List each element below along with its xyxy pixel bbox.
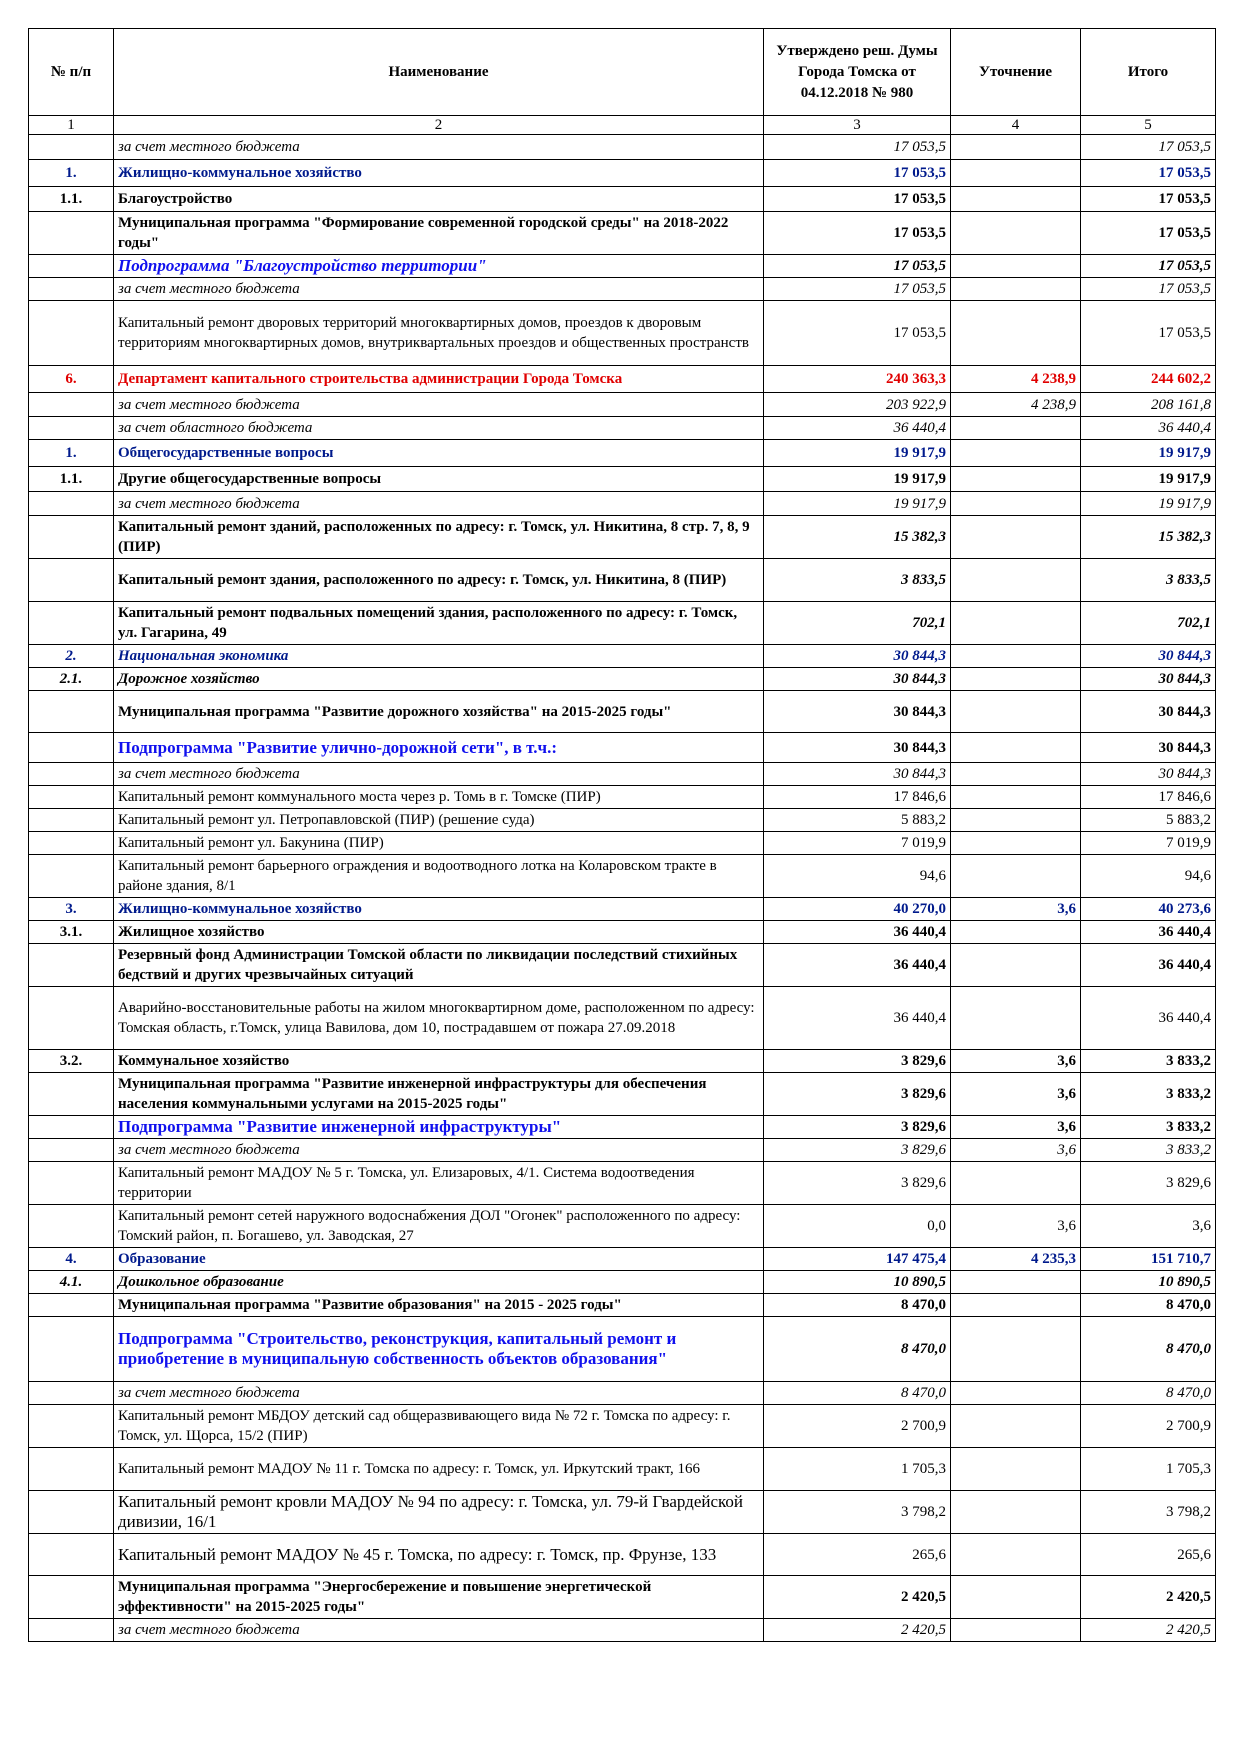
row-number: 6.	[29, 366, 114, 393]
table-row	[29, 832, 1216, 855]
row-total-value: 3 833,2	[1081, 1050, 1216, 1073]
document-page	[28, 28, 1215, 1642]
table-row	[29, 516, 1216, 559]
row-change-value: 4 238,9	[951, 366, 1081, 393]
column-number: 5	[1081, 116, 1216, 135]
row-number	[29, 1405, 114, 1448]
row-name: Муниципальная программа "Развитие образования" на 2015 - 2025 годы"	[114, 1294, 764, 1317]
row-total-value: 36 440,4	[1081, 417, 1216, 440]
table-row	[29, 559, 1216, 602]
row-name: Муниципальная программа "Энергосбережение и повышение энергетической эффективности" на 2015-2025 годы"	[114, 1576, 764, 1619]
row-change-value	[951, 255, 1081, 278]
row-change-value	[951, 492, 1081, 516]
row-approved-value: 3 798,2	[764, 1491, 951, 1534]
row-approved-value: 36 440,4	[764, 417, 951, 440]
row-change-value	[951, 187, 1081, 212]
row-change-value	[951, 1271, 1081, 1294]
row-total-value: 17 053,5	[1081, 301, 1216, 366]
table-row	[29, 160, 1216, 187]
row-change-value	[951, 832, 1081, 855]
row-total-value: 19 917,9	[1081, 492, 1216, 516]
row-change-value	[951, 1405, 1081, 1448]
row-total-value: 5 883,2	[1081, 809, 1216, 832]
row-change-value	[951, 691, 1081, 733]
row-change-value: 3,6	[951, 1139, 1081, 1162]
row-total-value: 3 833,2	[1081, 1139, 1216, 1162]
row-approved-value: 19 917,9	[764, 492, 951, 516]
row-number	[29, 691, 114, 733]
row-name: Капитальный ремонт барьерного ограждения и водоотводного лотка на Коларовском тракте в районе здания, 8/1	[114, 855, 764, 898]
row-name: Муниципальная программа "Развитие дорожного хозяйства" на 2015-2025 годы"	[114, 691, 764, 733]
row-name: Капитальный ремонт сетей наружного водоснабжения ДОЛ "Огонек" расположенного по адресу: Томский район, п. Богашево, ул. Заводская, 27	[114, 1205, 764, 1248]
table-body	[29, 135, 1216, 1642]
table-row	[29, 602, 1216, 645]
table-row	[29, 1534, 1216, 1576]
row-name: Капитальный ремонт МАДОУ № 45 г. Томска, по адресу: г. Томск, пр. Фрунзе, 133	[114, 1534, 764, 1576]
row-name: за счет областного бюджета	[114, 417, 764, 440]
row-approved-value: 3 829,6	[764, 1139, 951, 1162]
row-approved-value: 3 829,6	[764, 1050, 951, 1073]
table-row	[29, 1271, 1216, 1294]
row-name: за счет местного бюджета	[114, 1619, 764, 1642]
column-number: 3	[764, 116, 951, 135]
row-total-value: 30 844,3	[1081, 733, 1216, 763]
table-row	[29, 1162, 1216, 1205]
row-number	[29, 135, 114, 160]
row-approved-value: 3 833,5	[764, 559, 951, 602]
row-number: 4.	[29, 1248, 114, 1271]
row-total-value: 8 470,0	[1081, 1317, 1216, 1382]
row-total-value: 30 844,3	[1081, 645, 1216, 668]
row-change-value: 4 238,9	[951, 393, 1081, 417]
header-total: Итого	[1081, 29, 1216, 116]
row-name: Подпрограмма "Благоустройство территории"	[114, 255, 764, 278]
row-number	[29, 1116, 114, 1139]
row-name: Национальная экономика	[114, 645, 764, 668]
row-total-value: 40 273,6	[1081, 898, 1216, 921]
row-name: Подпрограмма "Развитие улично-дорожной сети", в т.ч.:	[114, 733, 764, 763]
table-row	[29, 1382, 1216, 1405]
row-number: 4.1.	[29, 1271, 114, 1294]
row-number	[29, 1619, 114, 1642]
row-change-value: 3,6	[951, 898, 1081, 921]
row-approved-value: 17 846,6	[764, 786, 951, 809]
row-total-value: 17 846,6	[1081, 786, 1216, 809]
row-approved-value: 36 440,4	[764, 944, 951, 987]
row-approved-value: 3 829,6	[764, 1162, 951, 1205]
row-approved-value: 8 470,0	[764, 1382, 951, 1405]
row-total-value: 19 917,9	[1081, 467, 1216, 492]
row-change-value	[951, 1491, 1081, 1534]
table-row	[29, 1405, 1216, 1448]
row-total-value: 702,1	[1081, 602, 1216, 645]
row-number	[29, 492, 114, 516]
row-approved-value: 240 363,3	[764, 366, 951, 393]
table-row	[29, 1116, 1216, 1139]
row-approved-value: 17 053,5	[764, 135, 951, 160]
row-total-value: 36 440,4	[1081, 921, 1216, 944]
row-approved-value: 30 844,3	[764, 691, 951, 733]
row-number	[29, 1448, 114, 1491]
budget-table	[28, 28, 1216, 1642]
row-change-value	[951, 417, 1081, 440]
row-approved-value: 2 420,5	[764, 1619, 951, 1642]
row-approved-value: 30 844,3	[764, 668, 951, 691]
row-total-value: 2 420,5	[1081, 1576, 1216, 1619]
row-total-value: 208 161,8	[1081, 393, 1216, 417]
table-row	[29, 1448, 1216, 1491]
row-total-value: 3 833,2	[1081, 1073, 1216, 1116]
row-approved-value: 30 844,3	[764, 733, 951, 763]
row-approved-value: 17 053,5	[764, 160, 951, 187]
row-approved-value: 203 922,9	[764, 393, 951, 417]
row-approved-value: 17 053,5	[764, 301, 951, 366]
column-number: 2	[114, 116, 764, 135]
row-change-value	[951, 1576, 1081, 1619]
row-number	[29, 1534, 114, 1576]
row-name: Другие общегосударственные вопросы	[114, 467, 764, 492]
row-change-value: 3,6	[951, 1116, 1081, 1139]
row-total-value: 2 700,9	[1081, 1405, 1216, 1448]
row-total-value: 8 470,0	[1081, 1294, 1216, 1317]
row-approved-value: 17 053,5	[764, 255, 951, 278]
row-approved-value: 7 019,9	[764, 832, 951, 855]
row-number	[29, 944, 114, 987]
row-number: 1.	[29, 440, 114, 467]
row-number	[29, 1576, 114, 1619]
header-name: Наименование	[114, 29, 764, 116]
row-number: 1.1.	[29, 467, 114, 492]
row-total-value: 3 829,6	[1081, 1162, 1216, 1205]
table-row	[29, 763, 1216, 786]
column-number-row	[29, 116, 1216, 135]
table-row	[29, 944, 1216, 987]
row-name: за счет местного бюджета	[114, 1139, 764, 1162]
row-total-value: 17 053,5	[1081, 160, 1216, 187]
row-name: Капитальный ремонт зданий, расположенных по адресу: г. Томск, ул. Никитина, 8 стр. 7, 8, 9 (ПИР)	[114, 516, 764, 559]
row-number	[29, 763, 114, 786]
row-total-value: 36 440,4	[1081, 987, 1216, 1050]
row-name: Подпрограмма "Развитие инженерной инфраструктуры"	[114, 1116, 764, 1139]
row-number	[29, 417, 114, 440]
row-total-value: 265,6	[1081, 1534, 1216, 1576]
row-name: за счет местного бюджета	[114, 763, 764, 786]
row-number	[29, 809, 114, 832]
row-number	[29, 1205, 114, 1248]
table-row	[29, 1073, 1216, 1116]
row-change-value	[951, 645, 1081, 668]
row-number: 3.1.	[29, 921, 114, 944]
column-number: 4	[951, 116, 1081, 135]
table-row	[29, 733, 1216, 763]
table-row	[29, 212, 1216, 255]
row-name: Дорожное хозяйство	[114, 668, 764, 691]
table-row	[29, 1491, 1216, 1534]
row-approved-value: 8 470,0	[764, 1317, 951, 1382]
row-number	[29, 1139, 114, 1162]
row-total-value: 17 053,5	[1081, 255, 1216, 278]
row-total-value: 17 053,5	[1081, 212, 1216, 255]
row-total-value: 3 798,2	[1081, 1491, 1216, 1534]
row-approved-value: 36 440,4	[764, 921, 951, 944]
row-change-value	[951, 1317, 1081, 1382]
row-total-value: 19 917,9	[1081, 440, 1216, 467]
row-total-value: 30 844,3	[1081, 763, 1216, 786]
row-total-value: 2 420,5	[1081, 1619, 1216, 1642]
row-approved-value: 2 700,9	[764, 1405, 951, 1448]
row-approved-value: 265,6	[764, 1534, 951, 1576]
row-number	[29, 393, 114, 417]
row-change-value: 3,6	[951, 1050, 1081, 1073]
row-approved-value: 8 470,0	[764, 1294, 951, 1317]
header-change: Уточнение	[951, 29, 1081, 116]
table-row	[29, 1619, 1216, 1642]
row-number: 3.2.	[29, 1050, 114, 1073]
table-row	[29, 786, 1216, 809]
row-name: за счет местного бюджета	[114, 278, 764, 301]
row-change-value: 3,6	[951, 1205, 1081, 1248]
table-row	[29, 855, 1216, 898]
row-number	[29, 1491, 114, 1534]
row-name: Жилищно-коммунальное хозяйство	[114, 160, 764, 187]
row-approved-value: 30 844,3	[764, 645, 951, 668]
table-row	[29, 440, 1216, 467]
row-number	[29, 602, 114, 645]
row-change-value	[951, 135, 1081, 160]
row-number: 2.	[29, 645, 114, 668]
row-number: 2.1.	[29, 668, 114, 691]
table-row	[29, 691, 1216, 733]
row-change-value	[951, 301, 1081, 366]
row-number	[29, 855, 114, 898]
row-change-value	[951, 809, 1081, 832]
row-change-value	[951, 855, 1081, 898]
row-change-value	[951, 1162, 1081, 1205]
row-total-value: 10 890,5	[1081, 1271, 1216, 1294]
row-approved-value: 5 883,2	[764, 809, 951, 832]
table-row	[29, 1576, 1216, 1619]
row-name: Департамент капитального строительства администрации Города Томска	[114, 366, 764, 393]
row-total-value: 30 844,3	[1081, 668, 1216, 691]
row-name: за счет местного бюджета	[114, 393, 764, 417]
table-row	[29, 366, 1216, 393]
row-number	[29, 786, 114, 809]
row-name: Капитальный ремонт здания, расположенного по адресу: г. Томск, ул. Никитина, 8 (ПИР)	[114, 559, 764, 602]
row-name: Муниципальная программа "Формирование современной городской среды" на 2018-2022 годы"	[114, 212, 764, 255]
row-change-value	[951, 160, 1081, 187]
row-change-value: 3,6	[951, 1073, 1081, 1116]
row-approved-value: 36 440,4	[764, 987, 951, 1050]
row-change-value	[951, 733, 1081, 763]
table-row	[29, 1248, 1216, 1271]
row-number: 1.1.	[29, 187, 114, 212]
row-number	[29, 1317, 114, 1382]
row-total-value: 3 833,5	[1081, 559, 1216, 602]
row-name: Капитальный ремонт коммунального моста через р. Томь в г. Томске (ПИР)	[114, 786, 764, 809]
row-number	[29, 255, 114, 278]
row-approved-value: 15 382,3	[764, 516, 951, 559]
row-name: Капитальный ремонт МБДОУ детский сад общеразвивающего вида № 72 г. Томска по адресу: г. Томск, ул. Щорса, 15/2 (ПИР)	[114, 1405, 764, 1448]
table-row	[29, 187, 1216, 212]
row-number	[29, 832, 114, 855]
row-name: Подпрограмма "Строительство, реконструкция, капитальный ремонт и приобретение в муниципальную собственность объектов образования"	[114, 1317, 764, 1382]
row-name: Капитальный ремонт ул. Бакунина (ПИР)	[114, 832, 764, 855]
row-change-value	[951, 763, 1081, 786]
row-approved-value: 40 270,0	[764, 898, 951, 921]
row-change-value	[951, 1448, 1081, 1491]
row-change-value	[951, 467, 1081, 492]
column-number: 1	[29, 116, 114, 135]
row-number	[29, 1294, 114, 1317]
row-total-value: 17 053,5	[1081, 135, 1216, 160]
row-approved-value: 147 475,4	[764, 1248, 951, 1271]
row-total-value: 94,6	[1081, 855, 1216, 898]
header-no: № п/п	[29, 29, 114, 116]
row-change-value	[951, 944, 1081, 987]
row-change-value	[951, 516, 1081, 559]
row-total-value: 15 382,3	[1081, 516, 1216, 559]
row-name: Жилищное хозяйство	[114, 921, 764, 944]
row-name: Общегосударственные вопросы	[114, 440, 764, 467]
table-row	[29, 301, 1216, 366]
row-approved-value: 94,6	[764, 855, 951, 898]
row-total-value: 3 833,2	[1081, 1116, 1216, 1139]
table-row	[29, 135, 1216, 160]
row-total-value: 244 602,2	[1081, 366, 1216, 393]
row-number	[29, 212, 114, 255]
row-approved-value: 10 890,5	[764, 1271, 951, 1294]
row-name: Жилищно-коммунальное хозяйство	[114, 898, 764, 921]
row-total-value: 8 470,0	[1081, 1382, 1216, 1405]
row-name: за счет местного бюджета	[114, 492, 764, 516]
row-total-value: 1 705,3	[1081, 1448, 1216, 1491]
row-total-value: 3,6	[1081, 1205, 1216, 1248]
row-name: за счет местного бюджета	[114, 135, 764, 160]
row-number	[29, 301, 114, 366]
row-change-value	[951, 1619, 1081, 1642]
row-name: Капитальный ремонт дворовых территорий многоквартирных домов, проездов к дворовым территориям многоквартирных домов, внутриквартальных проездов и общественных пространств	[114, 301, 764, 366]
table-row	[29, 921, 1216, 944]
row-change-value: 4 235,3	[951, 1248, 1081, 1271]
row-name: Образование	[114, 1248, 764, 1271]
row-total-value: 36 440,4	[1081, 944, 1216, 987]
table-row	[29, 393, 1216, 417]
row-change-value	[951, 602, 1081, 645]
row-total-value: 7 019,9	[1081, 832, 1216, 855]
header-approved: Утверждено реш. Думы Города Томска от 04.12.2018 № 980	[764, 29, 951, 116]
row-approved-value: 17 053,5	[764, 187, 951, 212]
table-row	[29, 1294, 1216, 1317]
table-row	[29, 1317, 1216, 1382]
row-number	[29, 987, 114, 1050]
row-approved-value: 0,0	[764, 1205, 951, 1248]
row-number	[29, 278, 114, 301]
row-change-value	[951, 987, 1081, 1050]
row-approved-value: 3 829,6	[764, 1116, 951, 1139]
row-change-value	[951, 1534, 1081, 1576]
table-row	[29, 809, 1216, 832]
row-approved-value: 702,1	[764, 602, 951, 645]
row-total-value: 17 053,5	[1081, 187, 1216, 212]
table-row	[29, 1050, 1216, 1073]
row-change-value	[951, 921, 1081, 944]
row-approved-value: 17 053,5	[764, 278, 951, 301]
row-total-value: 17 053,5	[1081, 278, 1216, 301]
table-row	[29, 987, 1216, 1050]
row-name: Коммунальное хозяйство	[114, 1050, 764, 1073]
table-row	[29, 467, 1216, 492]
row-name: Капитальный ремонт ул. Петропавловской (ПИР) (решение суда)	[114, 809, 764, 832]
row-number	[29, 1382, 114, 1405]
row-name: за счет местного бюджета	[114, 1382, 764, 1405]
row-approved-value: 17 053,5	[764, 212, 951, 255]
row-number	[29, 1073, 114, 1116]
row-change-value	[951, 212, 1081, 255]
row-change-value	[951, 1382, 1081, 1405]
row-change-value	[951, 559, 1081, 602]
table-row	[29, 668, 1216, 691]
row-name: Капитальный ремонт подвальных помещений здания, расположенного по адресу: г. Томск, ул. Гагарина, 49	[114, 602, 764, 645]
row-name: Резервный фонд Администрации Томской области по ликвидации последствий стихийных бедствий и других чрезвычайных ситуаций	[114, 944, 764, 987]
row-name: Капитальный ремонт кровли МАДОУ № 94 по адресу: г. Томска, ул. 79-й Гвардейской дивизии, 16/1	[114, 1491, 764, 1534]
row-number: 1.	[29, 160, 114, 187]
row-total-value: 30 844,3	[1081, 691, 1216, 733]
row-total-value: 151 710,7	[1081, 1248, 1216, 1271]
table-row	[29, 898, 1216, 921]
row-number	[29, 516, 114, 559]
row-approved-value: 3 829,6	[764, 1073, 951, 1116]
row-name: Капитальный ремонт МАДОУ № 5 г. Томска, ул. Елизаровых, 4/1. Система водоотведения территории	[114, 1162, 764, 1205]
row-number: 3.	[29, 898, 114, 921]
row-approved-value: 2 420,5	[764, 1576, 951, 1619]
row-name: Благоустройство	[114, 187, 764, 212]
row-change-value	[951, 278, 1081, 301]
row-name: Капитальный ремонт МАДОУ № 11 г. Томска по адресу: г. Томск, ул. Иркутский тракт, 166	[114, 1448, 764, 1491]
row-change-value	[951, 668, 1081, 691]
row-name: Муниципальная программа "Развитие инженерной инфраструктуры для обеспечения населения коммунальными услугами на 2015-2025 годы"	[114, 1073, 764, 1116]
row-approved-value: 30 844,3	[764, 763, 951, 786]
table-row	[29, 1205, 1216, 1248]
row-number	[29, 1162, 114, 1205]
table-row	[29, 417, 1216, 440]
row-number	[29, 733, 114, 763]
row-name: Дошкольное образование	[114, 1271, 764, 1294]
table-row	[29, 492, 1216, 516]
row-approved-value: 1 705,3	[764, 1448, 951, 1491]
table-row	[29, 255, 1216, 278]
row-approved-value: 19 917,9	[764, 467, 951, 492]
row-change-value	[951, 440, 1081, 467]
row-number	[29, 559, 114, 602]
row-change-value	[951, 786, 1081, 809]
row-approved-value: 19 917,9	[764, 440, 951, 467]
table-row	[29, 645, 1216, 668]
table-row	[29, 278, 1216, 301]
row-change-value	[951, 1294, 1081, 1317]
table-row	[29, 1139, 1216, 1162]
row-name: Аварийно-восстановительные работы на жилом многоквартирном доме, расположенном по адресу: Томская область, г.Томск, улица Вавилова, дом 10, пострадавшем от пожара 27.09.2018	[114, 987, 764, 1050]
header-row	[29, 29, 1216, 116]
